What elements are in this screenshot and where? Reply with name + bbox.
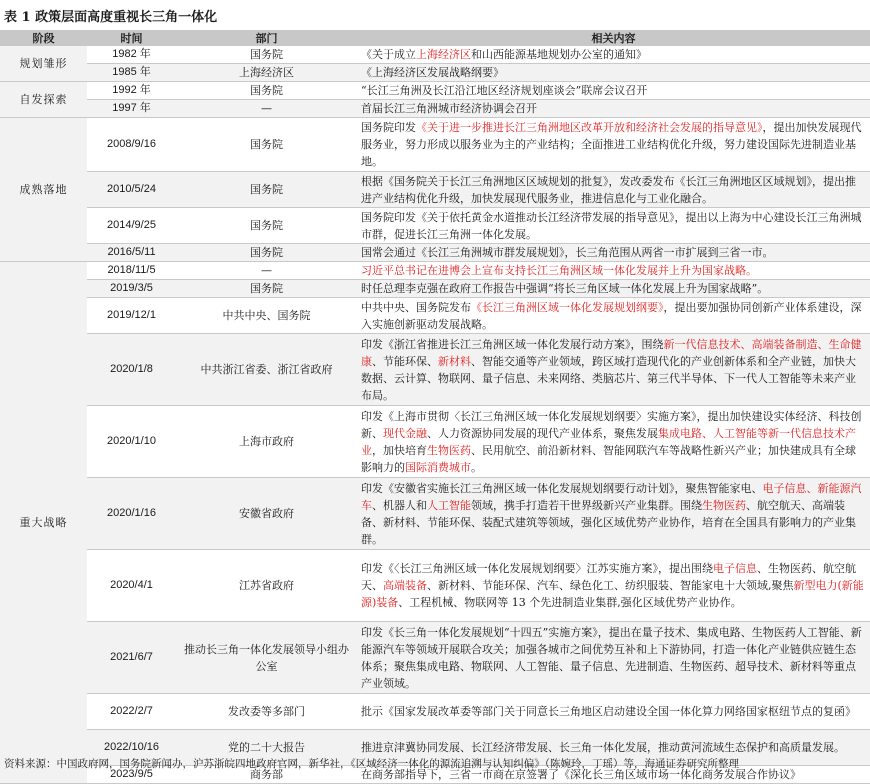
content-text: 国务院印发 [361, 121, 416, 134]
table-row [0, 118, 870, 172]
content-text: 。 [471, 460, 482, 474]
department-cell: 党的二十大报告 [176, 730, 357, 766]
content-cell [357, 262, 870, 280]
department-cell: 国务院 [176, 46, 357, 64]
content-cell [357, 208, 870, 244]
time-cell: 2014/9/25 [87, 208, 176, 244]
table-row [0, 334, 870, 406]
highlighted-text: 新型电力(新能源)装备 [361, 579, 864, 609]
highlighted-text: 上海经济区 [416, 48, 471, 61]
department-cell: 中共中央、国务院 [176, 298, 357, 334]
content-text: 、机器人和 [372, 498, 427, 512]
time-cell: 2022/2/7 [87, 694, 176, 730]
highlighted-text: 电子信息 [713, 562, 757, 575]
header-department: 部门 [176, 30, 357, 46]
highlighted-text: 《关于进一步推进长江三角洲地区改革开放和经济社会发展的指导意见》 [416, 121, 763, 134]
content-text: 印发《长三角一体化发展规划“十四五”实施方案》，提出在量子技术、集成电路、生物医药人工智能、新能源汽车等领域开展联合攻关；加强各城市之间优势互补和上下游协同，打造一体化产业链供应链生态体系；聚焦集成电路、物联网、人工智能、量子信息、先进制造、生物医药、超导技术、新材料等重点产业领域。 [361, 625, 862, 690]
time-cell: 2019/12/1 [87, 298, 176, 334]
department-cell: 中共浙江省委、浙江省政府 [176, 334, 357, 406]
table-row [0, 298, 870, 334]
stage-cell: 自发探索 [0, 82, 87, 118]
department-cell: 国务院 [176, 244, 357, 262]
content-text: 国常会通过《长江三角洲城市群发展规划》，长三角范围从两省一市扩展到三省一市。 [361, 246, 774, 259]
content-text: 、航空航天、高端装备、新材料、节能环保、装配式建筑等领域，强化区域优势产业协作，培育在全国具有影响力的产业集群。 [361, 498, 856, 546]
time-cell: 2008/9/16 [87, 118, 176, 172]
time-cell: 2016/5/11 [87, 244, 176, 262]
content-text: “长江三角洲及长江沿江地区经济规划座谈会”联席会议召开 [361, 84, 648, 97]
header-stage: 阶段 [0, 30, 87, 46]
content-text: 印发《上海市贯彻〈长江三角洲区域一体化发展规划纲要〉实施方案》，提出加快建设实体经济、科技创新、 [361, 409, 862, 440]
time-cell: 1985 年 [87, 64, 176, 82]
table-row [0, 46, 870, 64]
content-text: 、工程机械、物联网等 13 个先进制造业集群,强化区域优势产业协作。 [398, 596, 742, 609]
table-row [0, 100, 870, 118]
content-cell [357, 172, 870, 208]
content-cell [357, 46, 870, 64]
table-row [0, 406, 870, 478]
time-cell: 2020/1/10 [87, 406, 176, 478]
department-cell: 国务院 [176, 280, 357, 298]
department-cell: — [176, 100, 357, 118]
table-row [0, 694, 870, 730]
table-row [0, 208, 870, 244]
content-cell [357, 622, 870, 694]
time-cell: 1992 年 [87, 82, 176, 100]
table-row [0, 280, 870, 298]
table-row [0, 478, 870, 550]
time-cell: 2020/1/8 [87, 334, 176, 406]
content-text: 、新材料、节能环保、汽车、绿色化工、纺织服装、智能家电十大领域,聚焦 [427, 579, 794, 592]
content-text: ，提出加快发展现代服务业，努力形成以服务业为主的产业结构；全面推进工业结构优化升级，努力建设国际先进制造业基地。 [361, 121, 862, 168]
policy-table [0, 30, 870, 784]
highlighted-text: 电子信息、新能源汽车 [361, 481, 862, 512]
content-text: 印发《安徽省实施长江三角洲区域一体化发展规划纲要行动计划》，聚焦智能家电、 [361, 481, 763, 495]
time-cell: 2019/3/5 [87, 280, 176, 298]
content-text: 印发《〈长江三角洲区域一体化发展规划纲要〉江苏实施方案》，提出围绕 [361, 562, 713, 575]
table-row [0, 244, 870, 262]
content-text: 时任总理李克强在政府工作报告中强调“将长三角区域一体化发展上升为国家战略”。 [361, 282, 769, 295]
content-text: 、生物医药、航空航天、 [361, 562, 856, 592]
department-cell: — [176, 262, 357, 280]
department-cell: 上海市政府 [176, 406, 357, 478]
highlighted-text: 人工智能 [427, 498, 471, 512]
highlighted-text: 新一代信息技术、高端装备制造、生命健康 [361, 337, 862, 368]
time-cell: 1997 年 [87, 100, 176, 118]
stage-cell: 规划雏形 [0, 46, 87, 82]
content-text: 和山西能源基地规划办公室的通知》 [471, 48, 647, 61]
content-text: 、民用航空、前沿新材料、智能网联汽车等战略性新兴产业；加快建成具有全球影响力的 [361, 443, 856, 474]
highlighted-text: 习近平总书记在进博会上宣布支持长江三角洲区域一体化发展并上升为国家战略。 [361, 264, 757, 277]
highlighted-text: 新材料 [438, 354, 471, 368]
content-cell [357, 334, 870, 406]
department-cell: 国务院 [176, 82, 357, 100]
time-cell: 2021/6/7 [87, 622, 176, 694]
time-cell: 2023/9/5 [87, 766, 176, 784]
content-text: ，加快培育 [372, 443, 427, 457]
content-cell [357, 280, 870, 298]
highlighted-text: 国际消费城市 [405, 460, 471, 474]
time-cell: 2020/1/16 [87, 478, 176, 550]
content-text: 、节能环保、 [372, 354, 438, 368]
content-cell [357, 298, 870, 334]
stage-cell: 重大战略 [0, 262, 87, 784]
highlighted-text: 集成电路、人工智能等新一代信息技术产业 [361, 426, 856, 457]
content-text: 首届长江三角洲城市经济协调会召开 [361, 102, 537, 115]
content-text: 领域，携手打造若干世界级新兴产业集群。围绕 [471, 498, 702, 512]
content-text: 国务院印发《关于依托黄金水道推动长江经济带发展的指导意见》，提出以上海为中心建设长江三角洲城市群，促进长江三角洲一体化发展。 [361, 210, 862, 241]
highlighted-text: 生物医药 [427, 443, 471, 457]
table-title: 表 1 政策层面高度重视长三角一体化 [4, 10, 218, 25]
highlighted-text: 《长江三角洲区域一体化发展规划纲要》 [471, 300, 664, 314]
time-cell: 1982 年 [87, 46, 176, 64]
content-cell [357, 100, 870, 118]
department-cell: 国务院 [176, 118, 357, 172]
source-note: 资料来源：中国政府网，国务院新闻办，沪苏浙皖四地政府官网，新华社，《区域经济一体化的源流追溯与认知纠偏》（陈婉玲，丁瑶）等，海通证券研究所整理 [4, 758, 739, 770]
table-row [0, 550, 870, 622]
table-row [0, 82, 870, 100]
table-body [0, 46, 870, 784]
content-text: 中共中央、国务院发布 [361, 300, 471, 314]
table-header-row [0, 30, 870, 46]
time-cell: 2020/4/1 [87, 550, 176, 622]
header-content: 相关内容 [357, 30, 870, 46]
time-cell: 2018/11/5 [87, 262, 176, 280]
department-cell: 江苏省政府 [176, 550, 357, 622]
content-cell [357, 478, 870, 550]
content-text: 推进京津冀协同发展、长江经济带发展、长三角一体化发展，推动黄河流域生态保护和高质量发展。 [361, 741, 845, 754]
table-row [0, 172, 870, 208]
content-cell [357, 244, 870, 262]
highlighted-text: 高端装备 [383, 579, 427, 592]
content-text: 印发《浙江省推进长江三角洲区域一体化发展行动方案》，围绕 [361, 337, 664, 351]
content-cell [357, 694, 870, 730]
table-row [0, 64, 870, 82]
content-text: 、智能交通等产业领域，跨区域打造现代化的产业创新体系和全产业链，加快大数据、云计算、物联网、量子信息、未来网络、类脑芯片、第三代半导体、下一代人工智能等未来产业布局。 [361, 354, 856, 402]
department-cell: 国务院 [176, 172, 357, 208]
content-cell [357, 82, 870, 100]
content-cell [357, 64, 870, 82]
department-cell: 推动长三角一体化发展领导小组办公室 [176, 622, 357, 694]
department-cell: 安徽省政府 [176, 478, 357, 550]
content-cell [357, 118, 870, 172]
table-row [0, 262, 870, 280]
header-time: 时间 [87, 30, 176, 46]
table-row [0, 622, 870, 694]
department-cell: 国务院 [176, 208, 357, 244]
department-cell: 商务部 [176, 766, 357, 784]
content-text: 《上海经济区发展战略纲要》 [361, 66, 504, 79]
stage-cell: 成熟落地 [0, 118, 87, 262]
time-cell: 2010/5/24 [87, 172, 176, 208]
content-text: 批示《国家发展改革委等部门关于同意长三角地区启动建设全国一体化算力网络国家枢纽节点的复函》 [361, 705, 856, 718]
content-text: 、人力资源协同发展的现代产业体系，聚焦发展 [427, 426, 658, 440]
highlighted-text: 生物医药 [702, 498, 746, 512]
time-cell: 2022/10/16 [87, 730, 176, 766]
content-text: 根据《国务院关于长江三角洲地区区域规划的批复》，发改委发布《长江三角洲地区区域规划》，提出推进产业结构优化升级，加快发展现代服务业，推进信息化与工业化融合。 [361, 174, 856, 205]
content-text: 《关于成立 [361, 48, 416, 61]
content-text: ，提出要加强协同创新产业体系建设，深入实施创新驱动发展战略。 [361, 300, 862, 331]
department-cell: 发改委等多部门 [176, 694, 357, 730]
content-cell [357, 550, 870, 622]
content-text: 在商务部指导下，三省一市商在京签署了《深化长三角区域市场一体化商务发展合作协议》 [361, 768, 801, 781]
department-cell: 上海经济区 [176, 64, 357, 82]
highlighted-text: 现代金融 [383, 426, 427, 440]
content-cell [357, 406, 870, 478]
